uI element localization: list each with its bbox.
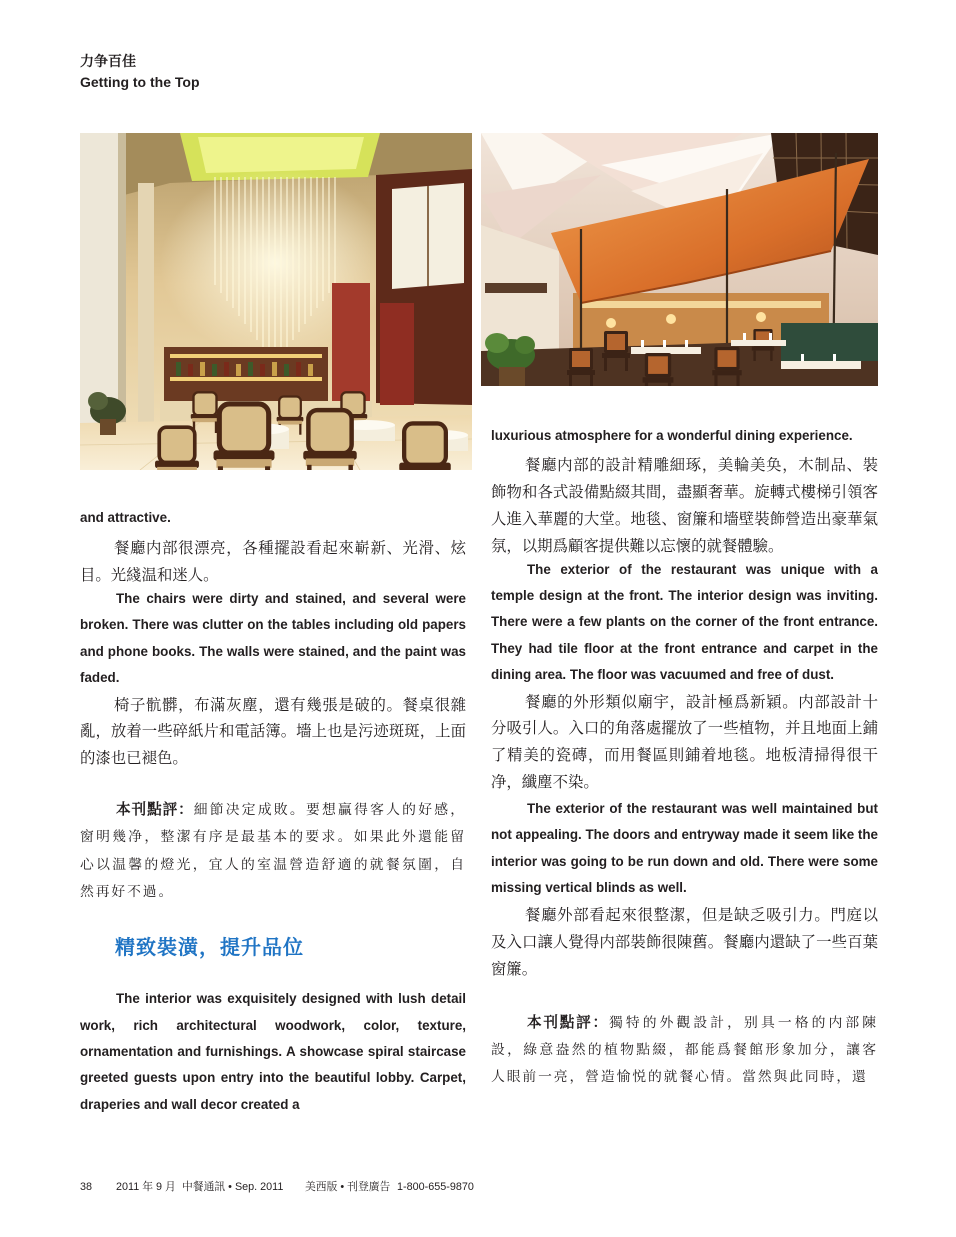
red-wall-panel — [380, 303, 414, 405]
chair — [399, 423, 450, 470]
paragraph-zh: 餐廳的外形類似廟宇，設計極爲新穎。内部設計十分吸引人。入口的角落處擺放了一些植物，并且地面上鋪了精美的瓷磚，而用餐區則鋪着地毯。地板清掃得很干净，纖塵不染。 — [491, 692, 878, 792]
footer-date: 2011 年 9 月 — [116, 1181, 176, 1193]
footer-phone: 1-800-655-9870 — [397, 1181, 474, 1193]
paragraph-zh: 餐廳外部看起來很整潔，但是缺乏吸引力。門庭以及入口讓人覺得内部裝飾很陳舊。餐廳内還缺了一些百葉窗簾。 — [491, 906, 878, 979]
paragraph-en-continued: luxurious atmosphere for a wonderful dining experience. — [491, 428, 853, 443]
running-header — [80, 52, 200, 92]
review-text: 獨特的外觀設計，别具一格的内部陳設，綠意盎然的植物點綴，都能爲餐館形象加分，讓客人眼前一亮，營造愉悦的就餐心情。當然與此同時，還 — [491, 1014, 878, 1086]
paragraph-en: The exterior of the restaurant was well maintained but not appealing. The doors and entryway made it seem like the interior was going to be run down and old. There were some missing vertical blinds as well. — [491, 800, 878, 896]
paragraph-en: The exterior of the restaurant was unique with a temple design at the front. The interior design was inviting. There were a few plants on the corner of the front entrance. They had tile floor at the front entrance and carpet in the dining area. The floor was vacuumed and free of dust. — [491, 561, 878, 683]
photo-canopy-dining-area — [481, 133, 878, 386]
ceiling-light-core — [198, 137, 364, 173]
header-title-en: Getting to the Top — [80, 74, 200, 90]
pillar-shadow — [118, 133, 126, 433]
chair — [214, 404, 275, 470]
review-text: 細節决定成敗。要想贏得客人的好感，窗明幾净，整潔有序是最基本的要求。如果此外還能留心以温馨的燈光，宜人的室温營造舒適的就餐氛圍，自然再好不過。 — [80, 802, 466, 900]
photo-dining-room-chandelier — [80, 133, 472, 470]
dining-table — [781, 361, 861, 369]
chair — [155, 427, 199, 470]
left-pillar — [80, 133, 124, 433]
chair — [643, 353, 674, 386]
paragraph-zh: 餐廳内部很漂亮，各種擺設看起來嶄新、光滑、炫目。光綫温和迷人。 — [80, 539, 466, 585]
paragraph-en-continued: and attractive. — [80, 510, 171, 525]
editor-review — [491, 1009, 878, 1092]
footer-publication: 中餐通訊 • Sep. 2011 — [182, 1181, 284, 1193]
left-text-column — [80, 505, 466, 1118]
page-number: 38 — [80, 1181, 93, 1193]
chair — [303, 410, 356, 470]
paragraph-zh: 椅子骯髒，布滿灰塵，還有幾張是破的。餐桌很雜亂，放着一些碎紙片和電話簿。墻上也是污迹斑斑，上面的漆也已褪色。 — [80, 695, 466, 768]
booth-seating — [781, 323, 878, 361]
review-label: 本刊點評： — [116, 801, 194, 819]
header-title-zh: 力争百佳 — [80, 54, 136, 70]
dining-table — [731, 340, 786, 346]
right-text-column — [491, 423, 878, 1092]
dining-table — [631, 347, 701, 354]
column — [138, 183, 154, 431]
paragraph-zh: 餐廳内部的設計精雕細琢，美輪美奂，木制品、裝飾物和各式設備點綴其間，盡顯奢華。旋轉式樓梯引領客人進入華麗的大堂。地毯、窗簾和墻壁裝飾營造出豪華氣氛，以期爲顧客提供難以忘懷的就餐體驗。 — [491, 456, 878, 555]
red-wall-panel — [332, 283, 370, 405]
section-heading: 精致裝潢，提升品位 — [115, 935, 304, 960]
footer-edition: 美西版 • 刊登廣告 — [305, 1181, 391, 1193]
paragraph-en: The interior was exquisitely designed with lush detail work, rich architectural woodwork, color, texture, ornamentation and furnishings. A showcase spiral staircase greeted guests upon entry into the beautiful lobby. Carpet, draperies and wall decor created a — [80, 991, 466, 1112]
wall-ledge — [485, 283, 547, 293]
review-label: 本刊點評： — [527, 1013, 609, 1031]
editor-review — [80, 796, 466, 906]
paragraph-en: The chairs were dirty and stained, and several were broken. There was clutter on the tables including old papers and phone books. The walls were stained, and the paint was faded. — [80, 591, 466, 686]
